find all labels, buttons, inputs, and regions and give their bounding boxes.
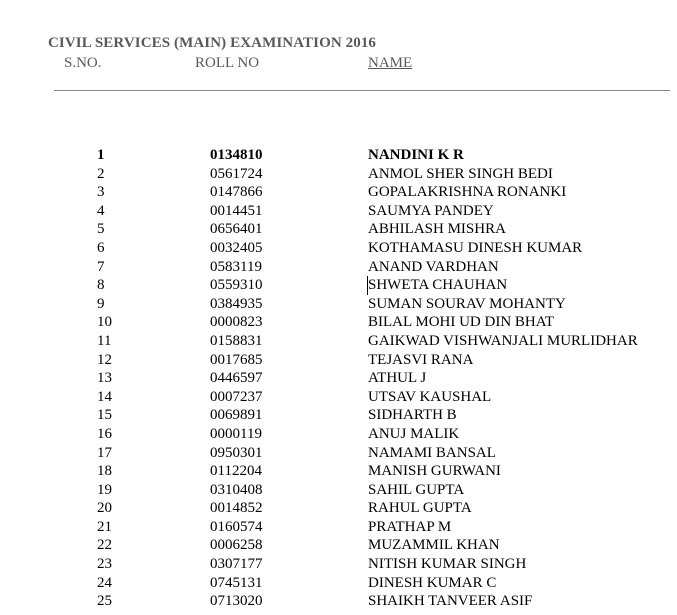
- table-row: [0, 183, 677, 202]
- table-row: [0, 462, 677, 481]
- cell-sno: 6: [97, 239, 105, 256]
- cell-name: NANDINI K R: [368, 147, 464, 163]
- cell-name: PRATHAP M: [368, 518, 452, 535]
- cell-name: ANMOL SHER SINGH BEDI: [368, 165, 553, 182]
- cell-roll: 0069891: [210, 407, 263, 424]
- document-title: CIVIL SERVICES (MAIN) EXAMINATION 2016: [48, 35, 377, 51]
- cell-sno: 18: [97, 463, 112, 480]
- cell-name: KOTHAMASU DINESH KUMAR: [368, 239, 583, 256]
- cell-name: NITISH KUMAR SINGH: [368, 556, 527, 573]
- cell-name: BILAL MOHI UD DIN BHAT: [368, 314, 555, 331]
- cell-sno: 1: [97, 147, 105, 163]
- table-row: [0, 592, 677, 611]
- cell-roll: 0950301: [210, 444, 263, 461]
- cell-sno: 24: [97, 574, 112, 591]
- cell-sno: 25: [97, 593, 112, 610]
- cell-roll: 0158831: [210, 332, 263, 349]
- table-row: [0, 406, 677, 425]
- cell-roll: 0745131: [210, 574, 263, 591]
- cell-roll: 0384935: [210, 295, 263, 312]
- table-row: [0, 444, 677, 463]
- table-row: [0, 276, 677, 295]
- cell-roll: 0307177: [210, 556, 263, 573]
- table-row: [0, 425, 677, 444]
- header-divider: [54, 90, 670, 91]
- cell-sno: 14: [97, 388, 112, 405]
- cell-roll: 0559310: [210, 277, 263, 294]
- cell-sno: 20: [97, 500, 112, 517]
- cell-name: SAUMYA PANDEY: [368, 202, 494, 219]
- table-row: [0, 313, 677, 332]
- cell-roll: 0446597: [210, 370, 263, 387]
- cell-sno: 12: [97, 351, 112, 368]
- table-row: [0, 481, 677, 500]
- cell-sno: 15: [97, 407, 112, 424]
- cell-sno: 13: [97, 370, 112, 387]
- table-row: [0, 536, 677, 555]
- cell-name: DINESH KUMAR C: [368, 574, 497, 591]
- header-name: NAME: [368, 55, 413, 71]
- cell-roll: 0656401: [210, 221, 263, 238]
- cell-roll: 0007237: [210, 388, 263, 405]
- cell-roll: 0147866: [210, 184, 263, 201]
- table-row: [0, 165, 677, 184]
- cell-sno: 3: [97, 184, 105, 201]
- cell-name: ANAND VARDHAN: [368, 258, 499, 275]
- cell-roll: 0014852: [210, 500, 263, 517]
- cell-name: NAMAMI BANSAL: [368, 444, 496, 461]
- table-row: [0, 518, 677, 537]
- table-row: [0, 388, 677, 407]
- cell-roll: 0000823: [210, 314, 263, 331]
- cell-name: GOPALAKRISHNA RONANKI: [368, 184, 567, 201]
- cell-roll: 0561724: [210, 165, 263, 182]
- table-row: [0, 574, 677, 593]
- cell-name: RAHUL GUPTA: [368, 500, 472, 517]
- cell-roll: 0000119: [210, 425, 262, 442]
- cell-name: SAHIL GUPTA: [368, 481, 465, 498]
- table-row: [0, 499, 677, 518]
- cell-roll: 0014451: [210, 202, 263, 219]
- cell-name: SHAIKH TANVEER ASIF: [368, 593, 533, 610]
- cell-name: ATHUL J: [368, 370, 427, 387]
- table-row: [0, 332, 677, 351]
- cell-roll: 0112204: [210, 463, 262, 480]
- cell-sno: 2: [97, 165, 105, 182]
- cell-name: TEJASVI RANA: [368, 351, 474, 368]
- cell-name: UTSAV KAUSHAL: [368, 388, 492, 405]
- cell-name: GAIKWAD VISHWANJALI MURLIDHAR: [368, 332, 638, 349]
- results-list: [0, 146, 677, 611]
- cell-sno: 22: [97, 537, 112, 554]
- cell-roll: 0134810: [210, 147, 263, 163]
- cell-roll: 0583119: [210, 258, 262, 275]
- cell-sno: 17: [97, 444, 112, 461]
- cell-sno: 4: [97, 202, 105, 219]
- table-row: [0, 295, 677, 314]
- header-roll-no: ROLL NO: [195, 55, 260, 71]
- table-row: [0, 202, 677, 221]
- table-row: [0, 239, 677, 258]
- cell-sno: 19: [97, 481, 112, 498]
- table-row: [0, 146, 677, 165]
- cell-name: SIDHARTH B: [368, 407, 457, 424]
- table-row: [0, 555, 677, 574]
- table-row: [0, 369, 677, 388]
- cell-sno: 23: [97, 556, 112, 573]
- cell-roll: 0160574: [210, 518, 263, 535]
- cell-roll: 0006258: [210, 537, 263, 554]
- cell-name[interactable]: SHWETA CHAUHAN: [368, 277, 508, 294]
- cell-name: MUZAMMIL KHAN: [368, 537, 500, 554]
- cell-roll: 0032405: [210, 239, 263, 256]
- cell-roll: 0017685: [210, 351, 263, 368]
- cell-name: ANUJ MALIK: [368, 425, 460, 442]
- cell-sno: 16: [97, 425, 112, 442]
- table-row: [0, 351, 677, 370]
- cell-sno: 7: [97, 258, 105, 275]
- table-row: [0, 220, 677, 239]
- table-row: [0, 258, 677, 277]
- cell-sno: 21: [97, 518, 112, 535]
- cell-name: SUMAN SOURAV MOHANTY: [368, 295, 566, 312]
- cell-name: MANISH GURWANI: [368, 463, 501, 480]
- cell-roll: 0310408: [210, 481, 263, 498]
- cell-sno: 11: [97, 332, 112, 349]
- cell-sno: 10: [97, 314, 112, 331]
- cell-sno: 5: [97, 221, 105, 238]
- cell-sno: 8: [97, 277, 105, 294]
- header-sno: S.NO.: [64, 55, 102, 71]
- cell-sno: 9: [97, 295, 105, 312]
- cell-roll: 0713020: [210, 593, 263, 610]
- cell-name: ABHILASH MISHRA: [368, 221, 506, 238]
